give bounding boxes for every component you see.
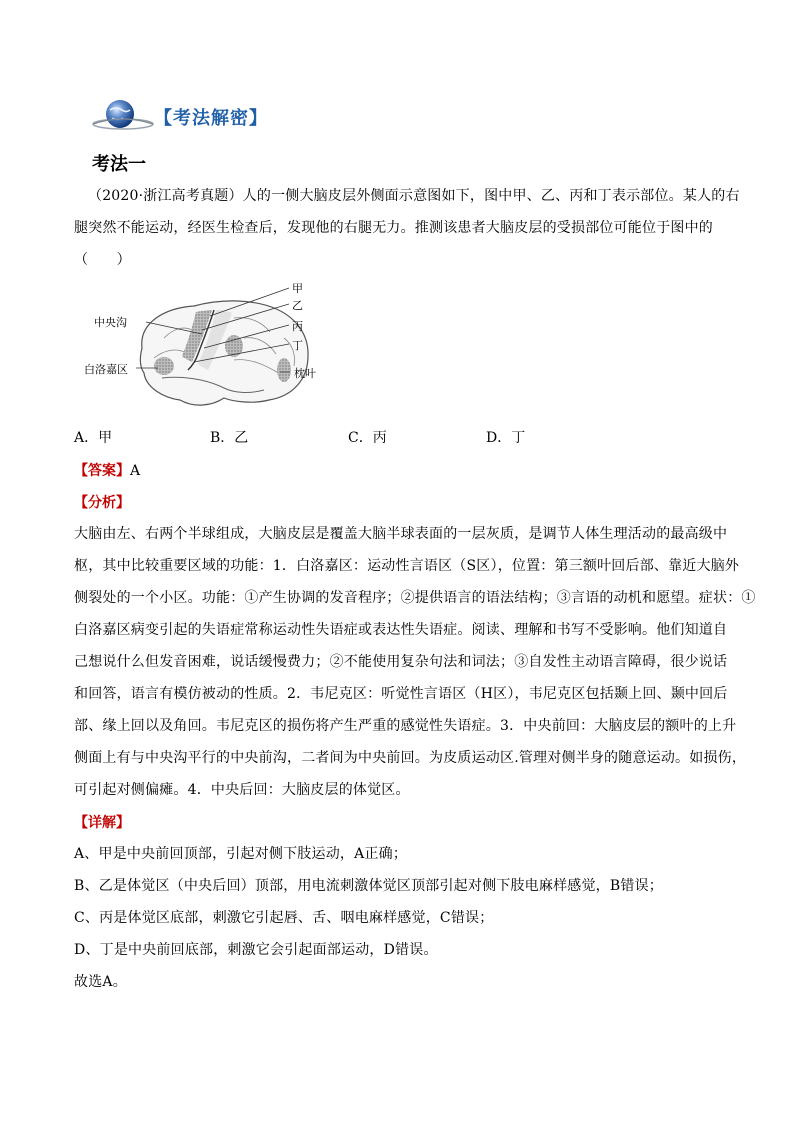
answer-options [74, 427, 634, 451]
analysis-heading: 【分析】 [74, 495, 130, 511]
detail-line: C、丙是体觉区底部，刺激它引起唇、舌、咽电麻样感觉，C错误； [74, 910, 494, 926]
detail-heading-line [74, 812, 130, 832]
question-line: （ ） [74, 252, 131, 268]
option-a: A．甲 [74, 430, 113, 446]
answer-value: A [130, 463, 141, 479]
option-d: D．丁 [486, 430, 526, 446]
brain-diagram [84, 278, 344, 418]
analysis-line: 己想说什么但发音困难，说话缓慢费力；②不能使用复杂句法和词法；③自发性主动语言障碍，很少说话 [74, 654, 728, 670]
label-central-sulcus: 中央沟 [94, 316, 127, 329]
analysis-heading-line [74, 492, 130, 512]
section-header [92, 98, 352, 132]
broca-area [154, 357, 174, 375]
analysis-line: 可引起对侧偏瘫。4．中央后回：大脑皮层的体觉区。 [74, 782, 410, 798]
label-ding: 丁 [292, 339, 303, 352]
detail-text [74, 838, 722, 998]
detail-heading: 【详解】 [74, 815, 130, 831]
globe-icon [92, 98, 154, 132]
analysis-text [74, 518, 756, 806]
label-broca: 白洛嘉区 [84, 363, 128, 376]
question-line: 腿突然不能运动，经医生检查后，发现他的右腿无力。推测该患者大脑皮层的受损部位可能位于图中的 [74, 220, 713, 236]
detail-line: A、甲是中央前回顶部，引起对侧下肢运动，A正确； [74, 846, 408, 862]
occipital-area [277, 358, 291, 382]
analysis-line: 和回答，语言有模仿被动的性质。2．韦尼克区：听觉性言语区（H区），韦尼克区包括颞上回、颞中回后 [74, 686, 728, 702]
question-text [74, 180, 740, 276]
detail-line: B、乙是体觉区（中央后回）顶部，用电流刺激体觉区顶部引起对侧下肢电麻样感觉，B错误； [74, 878, 663, 894]
detail-line: D、丁是中央前回底部，刺激它会引起面部运动，D错误。 [74, 942, 438, 958]
label-yi: 乙 [292, 299, 303, 312]
label-jia: 甲 [292, 282, 303, 295]
answer-line [74, 460, 140, 480]
section-header-title: 【考法解密】 [154, 108, 268, 129]
analysis-line: 白洛嘉区病变引起的失语症常称运动性失语症或表达性失语症。阅读、理解和书写不受影响。他们知道自 [74, 622, 728, 638]
analysis-line: 大脑由左、右两个半球组成，大脑皮层是覆盖大脑半球表面的一层灰质，是调节人体生理活动的最高级中 [74, 526, 728, 542]
option-b: B．乙 [210, 430, 249, 446]
analysis-line: 侧裂处的一个小区。功能：①产生协调的发音程序；②提供语言的语法结构；③言语的动机和愿望。症状：① [74, 590, 756, 606]
method-title: 考法一 [92, 154, 146, 175]
brain-figure [84, 278, 344, 418]
question-line: （2020·浙江高考真题）人的一侧大脑皮层外侧面示意图如下，图中甲、乙、丙和丁表示部位。某人的右 [88, 188, 740, 204]
label-bing: 丙 [292, 320, 303, 333]
answer-heading: 【答案】 [74, 463, 130, 479]
label-occipital: 枕叶 [294, 367, 316, 380]
analysis-line: 部、缘上回以及角回。韦尼克区的损伤将产生严重的感觉性失语症。3．中央前回：大脑皮层的额叶的上升 [74, 718, 737, 734]
option-c: C．丙 [348, 430, 387, 446]
analysis-line: 枢，其中比较重要区域的功能：1．白洛嘉区：运动性言语区（S区），位置：第三额叶回后部、靠近大脑外 [74, 558, 740, 574]
analysis-line: 侧面上有与中央沟平行的中央前沟，二者间为中央前回。为皮质运动区.管理对侧半身的随意运动。如损伤， [74, 750, 747, 766]
detail-line: 故选A。 [74, 974, 127, 990]
